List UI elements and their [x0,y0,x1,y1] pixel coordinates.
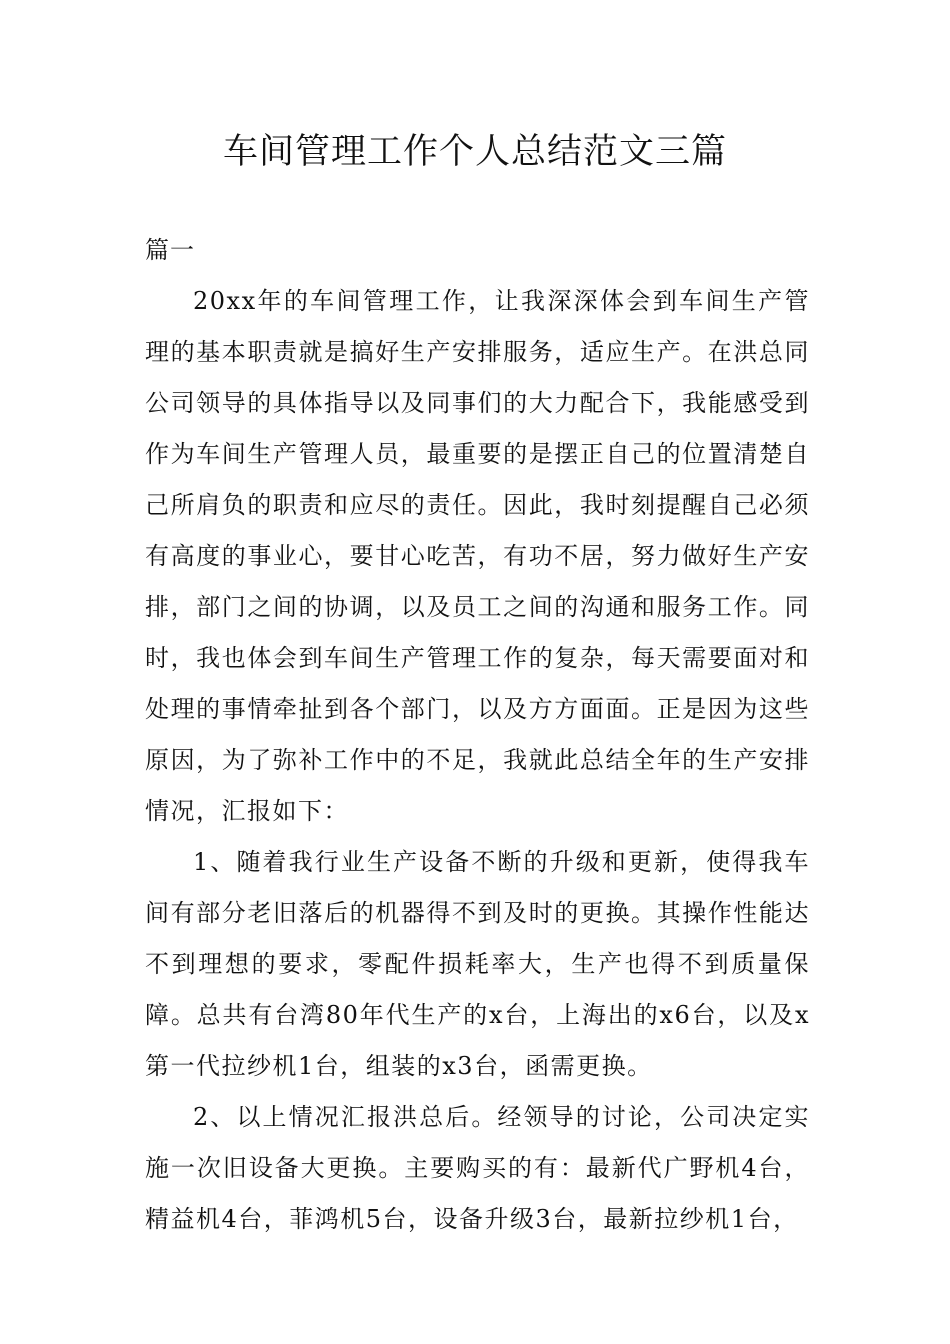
paragraph-intro: 20xx年的车间管理工作，让我深深体会到车间生产管理的基本职责就是搞好生产安排服务，适应生产。在洪总同公司领导的具体指导以及同事们的大力配合下，我能感受到作为车间生产管理人员，最重要的是摆正自己的位置清楚自己所肩负的职责和应尽的责任。因此，我时刻提醒自己必须有高度的事业心，要甘心吃苦，有功不居，努力做好生产安排，部门之间的协调，以及员工之间的沟通和服务工作。同时，我也体会到车间生产管理工作的复杂，每天需要面对和处理的事情牵扯到各个部门，以及方方面面。正是因为这些原因，为了弥补工作中的不足，我就此总结全年的生产安排情况，汇报如下： [145,287,810,825]
paragraph-item-2: 2、以上情况汇报洪总后。经领导的讨论，公司决定实施一次旧设备大更换。主要购买的有：最新代广野机4台，精益机4台，菲鸿机5台，设备升级3台，最新拉纱机1台， [145,1103,810,1233]
section-label: 篇一 [145,236,195,264]
paragraph-item-1: 1、随着我行业生产设备不断的升级和更新，使得我车间有部分老旧落后的机器得不到及时的更换。其操作性能达不到理想的要求，零配件损耗率大，生产也得不到质量保障。总共有台湾80年代生产的x台，上海出的x6台，以及x第一代拉纱机1台，组装的x3台，函需更换。 [145,848,810,1080]
document-body [145,225,810,1245]
document-title: 车间管理工作个人总结范文三篇 [222,132,727,172]
